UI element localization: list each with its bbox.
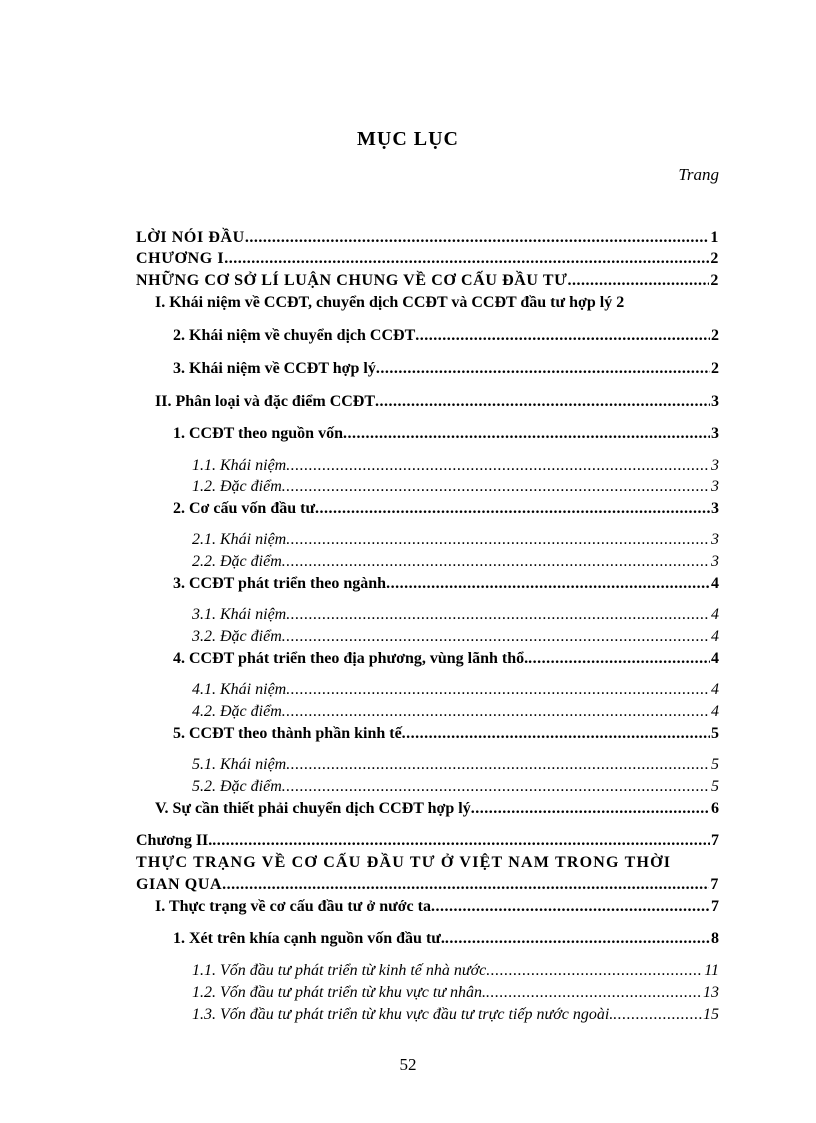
toc-entry: 1.2. Đặc điểm ..... 3 — [192, 477, 719, 497]
toc-entry: 5. CCĐT theo thành phần kinh tế ..... 5 — [173, 724, 719, 744]
toc-entry: I. Thực trạng về cơ cấu đầu tư ở nước ta ..... 7 — [155, 897, 719, 917]
toc-entry: 2.2. Đặc điểm ..... 3 — [192, 552, 719, 572]
toc-entry: 3. CCĐT phát triển theo ngành ..... 4 — [173, 574, 719, 594]
toc-entry: 3. Khái niệm về CCĐT hợp lý ..... 2 — [173, 359, 719, 379]
toc-entry: V. Sự cần thiết phải chuyển dịch CCĐT hợp lý ..... 6 — [155, 799, 719, 819]
toc-entry: II. Phân loại và đặc điểm CCĐT ..... 3 — [155, 392, 719, 412]
toc-entry: 4. CCĐT phát triển theo địa phương, vùng lãnh thổ. ..... 4 — [173, 649, 719, 669]
toc-entry: 1.1. Vốn đầu tư phát triển từ kinh tế nhà nước ..... 11 — [192, 961, 719, 981]
toc-entry: LỜI NÓI ĐẦU ..... 1 — [136, 228, 719, 248]
toc-entry: 2. Khái niệm về chuyển dịch CCĐT ..... 2 — [173, 326, 719, 346]
toc-entry: 2. Cơ cấu vốn đầu tư ..... 3 — [173, 499, 719, 519]
toc-entry: 1.2. Vốn đầu tư phát triển từ khu vực tư nhân. ..... 13 — [192, 983, 719, 1003]
toc-entry: GIAN QUA ..... 7 — [136, 875, 719, 895]
toc-entry: NHỮNG CƠ SỞ LÍ LUẬN CHUNG VỀ CƠ CẤU ĐẦU TƯ ..... 2 — [136, 271, 719, 291]
toc-entry: 5.2. Đặc điểm ..... 5 — [192, 777, 719, 797]
toc-entry: CHƯƠNG I ..... 2 — [136, 249, 719, 269]
page-number: 52 — [399, 1055, 417, 1074]
page-title: MỤC LỤC — [357, 128, 459, 150]
toc-entry: 4.2. Đặc điểm ..... 4 — [192, 702, 719, 722]
toc-entry-heading-line: THỰC TRẠNG VỀ CƠ CẤU ĐẦU TƯ Ở VIỆT NAM TRONG THỜI — [136, 854, 672, 871]
toc-entry: 1. CCĐT theo nguồn vốn ..... 3 — [173, 424, 719, 444]
toc-entry: 3.2. Đặc điểm ..... 4 — [192, 627, 719, 647]
toc-entry: 2.1. Khái niệm ..... 3 — [192, 530, 719, 550]
toc-entry: I. Khái niệm về CCĐT, chuyển dịch CCĐT và CCĐT đầu tư hợp lý 2 — [155, 294, 625, 311]
toc-entry: 4.1. Khái niệm ..... 4 — [192, 680, 719, 700]
toc-entry: 5.1. Khái niệm ..... 5 — [192, 755, 719, 775]
toc-entry: 1.3. Vốn đầu tư phát triển từ khu vực đầu tư trực tiếp nước ngoài. ..... 15 — [192, 1005, 719, 1025]
toc-entry: 1.1. Khái niệm ..... 3 — [192, 456, 719, 476]
toc-entry: Chương II. ..... 7 — [136, 831, 719, 851]
page-column-label: Trang — [678, 165, 719, 184]
toc-entry: 3.1. Khái niệm ..... 4 — [192, 605, 719, 625]
toc-entry: 1. Xét trên khía cạnh nguồn vốn đầu tư. ..... 8 — [173, 929, 719, 949]
